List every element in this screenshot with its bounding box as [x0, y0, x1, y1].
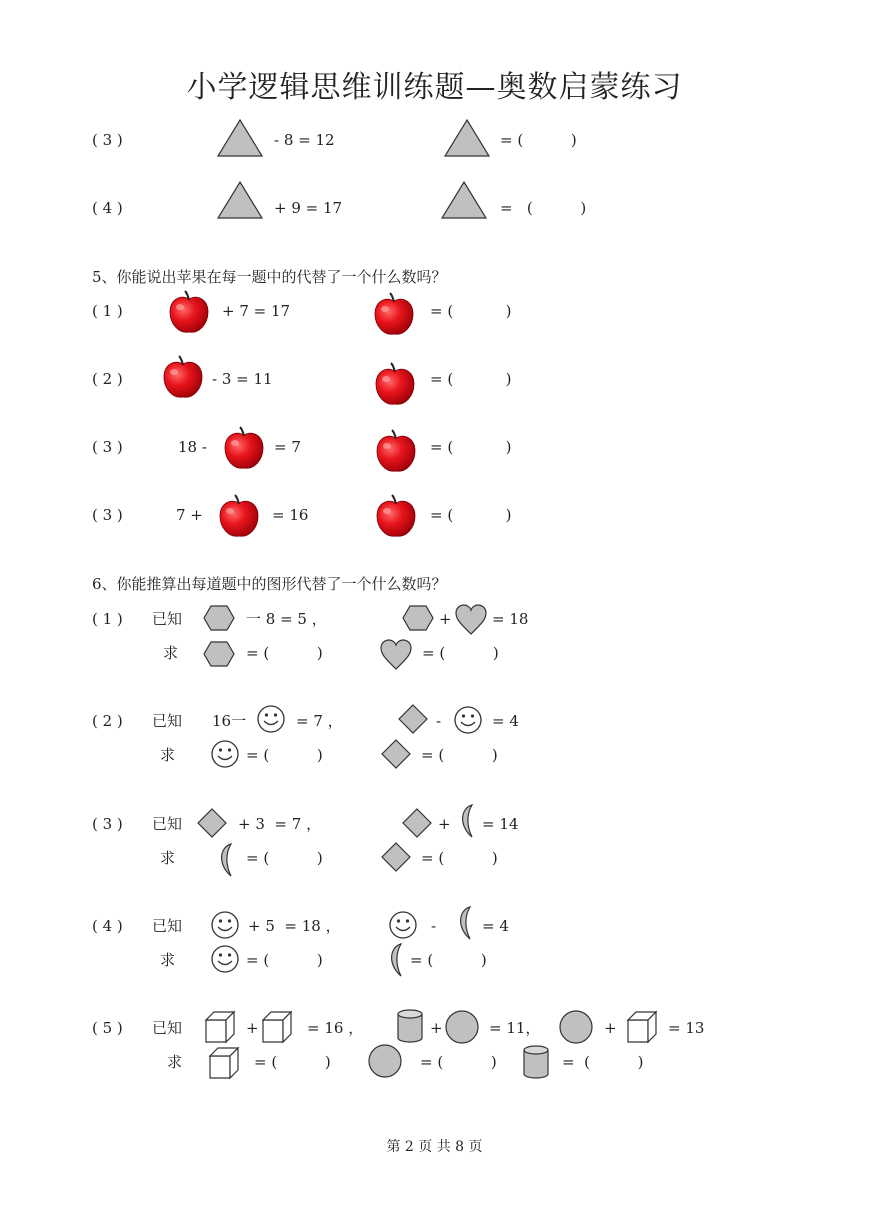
equation: = 11，	[489, 1019, 541, 1037]
equation: + 7 = 17	[222, 302, 291, 320]
operator: -	[436, 712, 442, 730]
equation: = 18	[492, 610, 529, 628]
answer-blank: = ( )	[562, 1053, 644, 1071]
operator: +	[430, 1019, 443, 1037]
find-label: 求	[167, 1053, 183, 1071]
circle-icon	[368, 1044, 404, 1080]
equation: + 3 = 7 ，	[238, 815, 322, 833]
equation: = 4	[482, 917, 509, 935]
known-label: 已知	[152, 917, 183, 935]
answer-blank: = ( )	[500, 131, 577, 149]
apple-icon	[375, 429, 417, 475]
find-label: 求	[160, 951, 176, 969]
answer-blank: = ( )	[422, 644, 499, 662]
question-heading: 5、你能说出苹果在每一题中的代替了一个什么数吗？	[92, 268, 447, 286]
hexagon-icon	[401, 604, 437, 634]
problem-number: ( 3 )	[92, 131, 123, 149]
crescent-moon-icon	[214, 842, 236, 880]
equation-prefix: 16一	[212, 712, 247, 730]
operator: +	[438, 815, 451, 833]
equation: = 7	[274, 438, 301, 456]
diamond-icon	[398, 704, 428, 734]
apple-icon	[374, 362, 416, 408]
equation: = 4	[492, 712, 519, 730]
apple-icon	[162, 355, 204, 401]
answer-blank: = ( )	[246, 849, 323, 867]
equation: - 3 = 11	[212, 370, 273, 388]
answer-blank: = ( )	[430, 438, 512, 456]
answer-blank: = ( )	[500, 199, 587, 217]
equation: + 9 = 17	[274, 199, 343, 217]
diamond-icon	[402, 808, 432, 838]
cube-icon	[626, 1010, 660, 1046]
crescent-moon-icon	[455, 803, 477, 841]
circle-icon	[445, 1010, 481, 1046]
smiley-icon	[453, 705, 483, 735]
diamond-icon	[381, 739, 411, 769]
smiley-icon	[210, 944, 240, 974]
answer-blank: = ( )	[430, 302, 512, 320]
cube-icon	[208, 1046, 242, 1082]
equation: = 16 ，	[307, 1019, 364, 1037]
equation: - 8 = 12	[274, 131, 335, 149]
triangle-icon	[440, 180, 488, 220]
answer-blank: = ( )	[421, 849, 498, 867]
triangle-icon	[216, 180, 264, 220]
equation: = 14	[482, 815, 519, 833]
problem-number: ( 2 )	[92, 712, 123, 730]
problem-number: ( 4 )	[92, 917, 123, 935]
find-label: 求	[160, 746, 176, 764]
problem-number: ( 1 )	[92, 610, 123, 628]
operator: +	[439, 610, 452, 628]
cylinder-icon	[396, 1008, 426, 1046]
answer-blank: = ( )	[430, 370, 512, 388]
known-label: 已知	[152, 712, 183, 730]
cube-icon	[261, 1010, 295, 1046]
find-label: 求	[160, 849, 176, 867]
heart-icon	[454, 603, 488, 637]
answer-blank: = ( )	[430, 506, 512, 524]
cube-icon	[204, 1010, 238, 1046]
smiley-icon	[210, 910, 240, 940]
known-label: 已知	[152, 1019, 183, 1037]
page-title: 小学逻辑思维训练题—奥数启蒙练习	[186, 70, 683, 105]
hexagon-icon	[202, 640, 238, 670]
apple-icon	[223, 426, 265, 472]
diamond-icon	[381, 842, 411, 872]
equation-prefix: 18 -	[178, 438, 207, 456]
page-footer: 第 2 页 共 8 页	[386, 1139, 483, 1155]
known-label: 已知	[152, 815, 183, 833]
equation: + 5 = 18 ，	[248, 917, 341, 935]
problem-number: ( 3 )	[92, 815, 123, 833]
answer-blank: = ( )	[410, 951, 487, 969]
apple-icon	[168, 290, 210, 336]
answer-blank: = ( )	[246, 746, 323, 764]
operator: +	[246, 1019, 259, 1037]
equation: = 13	[668, 1019, 705, 1037]
circle-icon	[559, 1010, 595, 1046]
cylinder-icon	[522, 1044, 552, 1082]
smiley-icon	[210, 739, 240, 769]
operator: -	[431, 917, 437, 935]
problem-number: ( 3 )	[92, 506, 123, 524]
smiley-icon	[256, 704, 286, 734]
apple-icon	[373, 292, 415, 338]
heart-icon	[379, 638, 413, 672]
question-heading: 6、你能推算出每道题中的图形代替了一个什么数吗？	[92, 575, 447, 593]
crescent-moon-icon	[384, 942, 406, 980]
answer-blank: = ( )	[420, 1053, 497, 1071]
equation: = 7 ，	[296, 712, 343, 730]
operator: +	[604, 1019, 617, 1037]
problem-number: ( 5 )	[92, 1019, 123, 1037]
triangle-icon	[216, 118, 264, 158]
answer-blank: = ( )	[254, 1053, 331, 1071]
diamond-icon	[197, 808, 227, 838]
problem-number: ( 2 )	[92, 370, 123, 388]
triangle-icon	[443, 118, 491, 158]
hexagon-icon	[202, 604, 238, 634]
answer-blank: = ( )	[421, 746, 498, 764]
find-label: 求	[163, 644, 179, 662]
smiley-icon	[388, 910, 418, 940]
problem-number: ( 4 )	[92, 199, 123, 217]
equation: = 16	[272, 506, 309, 524]
known-label: 已知	[152, 610, 183, 628]
problem-number: ( 3 )	[92, 438, 123, 456]
equation-prefix: 7 +	[176, 506, 203, 524]
apple-icon	[218, 494, 260, 540]
apple-icon	[375, 494, 417, 540]
answer-blank: = ( )	[246, 644, 323, 662]
problem-number: ( 1 )	[92, 302, 123, 320]
equation: 一 8 = 5 ，	[246, 610, 327, 628]
answer-blank: = ( )	[246, 951, 323, 969]
crescent-moon-icon	[453, 905, 475, 943]
